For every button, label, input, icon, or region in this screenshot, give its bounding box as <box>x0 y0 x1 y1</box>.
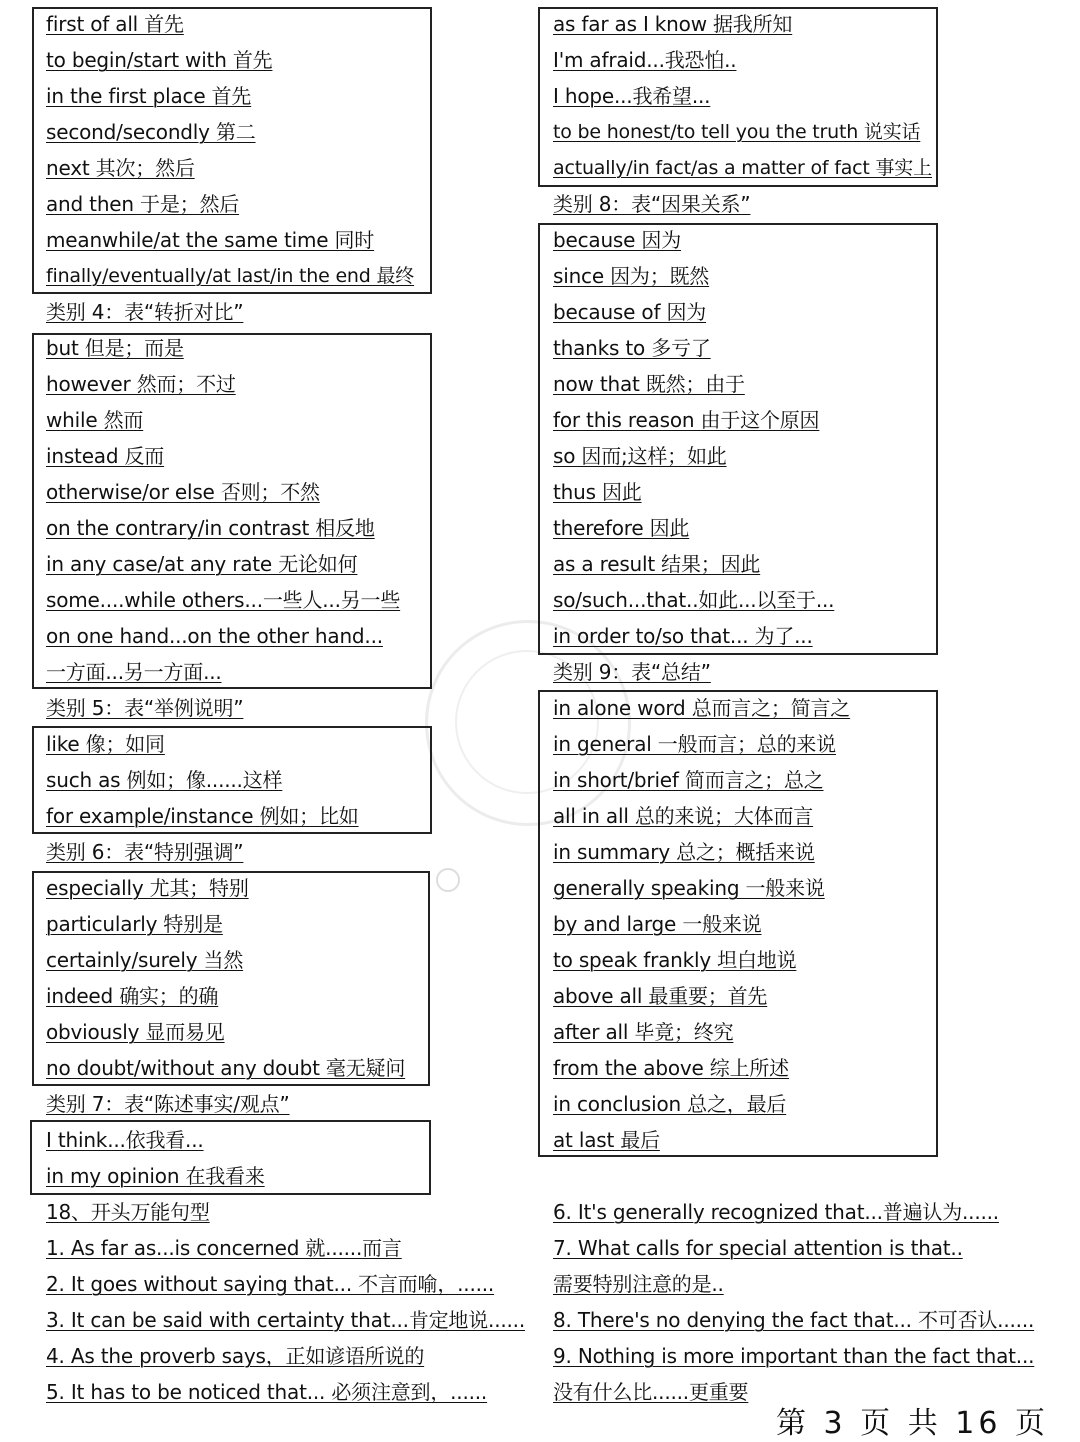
list-item: 1. As far as...is concerned 就......而言 <box>46 1236 402 1260</box>
list-item: in short/brief 简而言之；总之 <box>553 768 824 792</box>
list-item: because 因为 <box>553 228 682 252</box>
list-item: to speak frankly 坦白地说 <box>553 948 797 972</box>
list-item: to begin/start with 首先 <box>46 48 273 72</box>
list-item: so 因而;这样；如此 <box>553 444 727 468</box>
list-item: after all 毕竟；终究 <box>553 1020 734 1044</box>
list-item: and then 于是；然后 <box>46 192 240 216</box>
list-item: at last 最后 <box>553 1128 660 1152</box>
list-item: in conclusion 总之，最后 <box>553 1092 787 1116</box>
list-item: generally speaking 一般来说 <box>553 876 825 900</box>
list-item: as a result 结果；因此 <box>553 552 761 576</box>
list-item: 一方面...另一方面... <box>46 660 222 684</box>
list-item: on the contrary/in contrast 相反地 <box>46 516 375 540</box>
list-item: 5. It has to be noticed that... 必须注意到，...... <box>46 1380 488 1404</box>
list-item: obviously 显而易见 <box>46 1020 225 1044</box>
list-item: in summary 总之；概括来说 <box>553 840 815 864</box>
list-item: 8. There's no denying the fact that... 不可否认...... <box>553 1308 1035 1332</box>
list-item: from the above 综上所述 <box>553 1056 789 1080</box>
list-item: especially 尤其；特别 <box>46 876 249 900</box>
list-item: since 因为；既然 <box>553 264 710 288</box>
list-item: above all 最重要；首先 <box>553 984 768 1008</box>
list-item: because of 因为 <box>553 300 707 324</box>
list-item: 4. As the proverb says，正如谚语所说的 <box>46 1344 425 1368</box>
list-item: 6. It's generally recognized that...普遍认为...... <box>553 1200 999 1224</box>
list-item: 9. Nothing is more important than the fact that... <box>553 1344 1035 1368</box>
category-4-heading: 类别 4：表“转折对比” <box>46 300 244 324</box>
list-item: on one hand...on the other hand... <box>46 624 383 648</box>
list-item: now that 既然；由于 <box>553 372 745 396</box>
list-item: 2. It goes without saying that... 不言而喻，...... <box>46 1272 495 1296</box>
list-item: otherwise/or else 否则；不然 <box>46 480 320 504</box>
list-item: instead 反而 <box>46 444 165 468</box>
page-number: 第 3 页 共 16 页 <box>776 1406 1049 1441</box>
list-item: I think...依我看... <box>46 1128 204 1152</box>
watermark-dot-icon <box>436 868 460 892</box>
section-18-heading: 18、开头万能句型 <box>46 1200 210 1224</box>
category-9-heading: 类别 9：表“总结” <box>553 660 711 684</box>
list-item: in order to/so that... 为了... <box>553 624 813 648</box>
list-item: but 但是；而是 <box>46 336 184 360</box>
list-item: thus 因此 <box>553 480 642 504</box>
list-item: some....while others...一些人...另一些 <box>46 588 401 612</box>
list-item: next 其次；然后 <box>46 156 195 180</box>
list-item: in any case/at any rate 无论如何 <box>46 552 358 576</box>
list-item: therefore 因此 <box>553 516 690 540</box>
list-item: like 像；如同 <box>46 732 165 756</box>
list-item: as far as I know 据我所知 <box>553 12 793 36</box>
list-item: in general 一般而言；总的来说 <box>553 732 836 756</box>
list-item: while 然而 <box>46 408 144 432</box>
list-item: thanks to 多亏了 <box>553 336 711 360</box>
list-item: finally/eventually/at last/in the end 最终 <box>46 265 415 287</box>
list-item: in my opinion 在我看来 <box>46 1164 265 1188</box>
list-item: actually/in fact/as a matter of fact 事实上 <box>553 157 932 179</box>
list-item: so/such...that..如此...以至于... <box>553 588 835 612</box>
list-item: 3. It can be said with certainty that...肯定地说...... <box>46 1308 525 1332</box>
list-item: meanwhile/at the same time 同时 <box>46 228 375 252</box>
list-item: second/secondly 第二 <box>46 120 256 144</box>
list-item: first of all 首先 <box>46 12 184 36</box>
list-item: I'm afraid...我恐怕.. <box>553 48 737 72</box>
list-item: 7. What calls for special attention is that.. <box>553 1236 963 1260</box>
category-7-heading: 类别 7：表“陈述事实/观点” <box>46 1092 290 1116</box>
list-item: I hope...我希望... <box>553 84 711 108</box>
category-8-heading: 类别 8：表“因果关系” <box>553 192 751 216</box>
list-item: certainly/surely 当然 <box>46 948 244 972</box>
list-item: however 然而；不过 <box>46 372 236 396</box>
list-item: for example/instance 例如；比如 <box>46 804 359 828</box>
list-item: in the first place 首先 <box>46 84 252 108</box>
list-item: such as 例如；像......这样 <box>46 768 283 792</box>
list-item: by and large 一般来说 <box>553 912 762 936</box>
list-item: all in all 总的来说；大体而言 <box>553 804 814 828</box>
list-item: for this reason 由于这个原因 <box>553 408 820 432</box>
list-item: 没有什么比......更重要 <box>553 1380 749 1404</box>
list-item: to be honest/to tell you the truth 说实话 <box>553 121 921 143</box>
category-6-heading: 类别 6：表“特别强调” <box>46 840 244 864</box>
list-item: particularly 特别是 <box>46 912 223 936</box>
list-item: in alone word 总而言之；简言之 <box>553 696 851 720</box>
list-item: indeed 确实；的确 <box>46 984 219 1008</box>
left-box-cat6 <box>32 871 430 1086</box>
list-item: no doubt/without any doubt 毫无疑问 <box>46 1056 406 1080</box>
category-5-heading: 类别 5：表“举例说明” <box>46 696 244 720</box>
list-item: 需要特别注意的是.. <box>553 1272 724 1296</box>
